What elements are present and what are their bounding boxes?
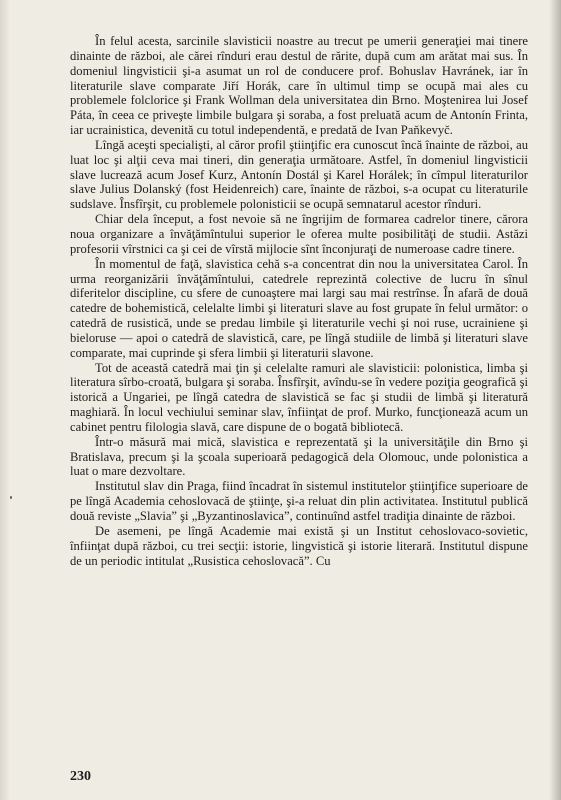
paragraph-4: În momentul de faţă, slavistica cehă s-a concentrat din nou la universitatea Carol. În urma reorganizării învăţămîntului, catedrele reprezintă colective de lucru în sînul diferitelor discipline, cu sfere de cunoaştere mai largi sau mai restrînse. În afară de două catedre de bohemistică, celelalte limbi şi literaturi slave au fost grupate în felul următor: o catedră de rusistică, unde se predau limbile şi literaturile vechi şi noi ruse, ucrainiene şi bieloruse — apoi o catedră de slavistică, care, pe lîngă studiile de limbă şi literaturi slave comparate, mai cuprinde şi sfera limbii şi literaturii slavone. — [70, 256, 528, 360]
paragraph-8: De asemeni, pe lîngă Academie mai există şi un Institut cehoslovaco-sovietic, înfiinţat după război, cu trei secţii: istorie, lingvistică şi istorie literară. Institutul dispune de un periodic intitulat „Rusistica cehoslovacă”. Cu — [70, 523, 528, 568]
paragraph-5: Tot de această catedră mai ţin şi celelalte ramuri ale slavisticii: polonistica, limba şi literatura sîrbo-croată, bulgara şi soraba. Însfîrşit, avîndu-se în vedere poziţia geografică şi istorică a Ungariei, pe lîngă catedra de slavistică se fac şi studii de limbă şi literatură maghiară. În locul vechiului seminar slav, înfiinţat de prof. Murko, funcţionează acum un cabinet pentru filologia slavă, care dispune de o bogată bibliotecă. — [70, 360, 528, 434]
paragraph-1: În felul acesta, sarcinile slavisticii noastre au trecut pe umerii generaţiei mai tinere dinainte de război, ale cărei rînduri erau destul de rărite, după cum am arătat mai sus. În domeniul lingvisticii şi-a asumat un rol de conducere prof. Bohuslav Havránek, iar în literaturile slave comparate Jiří Horák, care în ultimul timp se ocupă mai ales cu problemele folclorice şi Frank Wollman dela universitatea din Brno. Moştenirea lui Josef Páta, în ceea ce priveşte limbile bulgara şi soraba, a fost preluată acum de Antonín Frinta, iar ucrainistica, devenită cu totul independentă, e predată de Ivan Paňkevyč. — [70, 34, 528, 138]
page-body — [70, 34, 528, 568]
paragraph-6: Într-o măsură mai mică, slavistica e reprezentată şi la universităţile din Brno şi Bratislava, precum şi la şcoala superioară pedagogică dela Olomouc, unde polonistica a luat o mare dezvoltare. — [70, 434, 528, 479]
scan-shadow-left — [0, 0, 10, 800]
paragraph-3: Chiar dela început, a fost nevoie să ne îngrijim de formarea cadrelor tinere, cărora noua organizare a învăţămîntului superior le oferea multe posibilităţi de studii. Astăzi profesorii vîrstnici ca şi cei de vîrstă mijlocie sînt înconjuraţi de numeroase cadre tinere. — [70, 212, 528, 256]
page-number: 230 — [70, 769, 91, 784]
paragraph-2: Lîngă aceşti specialişti, al căror profil ştiinţific era cunoscut încă înainte de război, au luat loc şi alţii ceva mai tineri, din generaţia următoare. Astfel, în domeniul lingvisticii slave lucrează acum Josef Kurz, Antonín Dostál şi Karel Horálek; în cîmpul literaturilor slave Julius Dolanský (fost Heidenreich) care, înainte de război, s-a ocupat cu literaturile sudslave. Însfîrşit, cu problemele polonisticii se ocupă semnatarul acestor rînduri. — [70, 137, 528, 212]
paragraph-7: Institutul slav din Praga, fiind încadrat în sistemul institutelor ştiinţifice superioare de pe lîngă Academia cehoslovacă de ştiinţe, şi-a reluat din plin activitatea. Institutul publică două reviste „Slavia” şi „Byzantinoslavica”, continuînd astfel tradiţia dinainte de război. — [70, 479, 528, 523]
scan-shadow-right — [549, 0, 561, 800]
scan-speck — [10, 496, 12, 499]
